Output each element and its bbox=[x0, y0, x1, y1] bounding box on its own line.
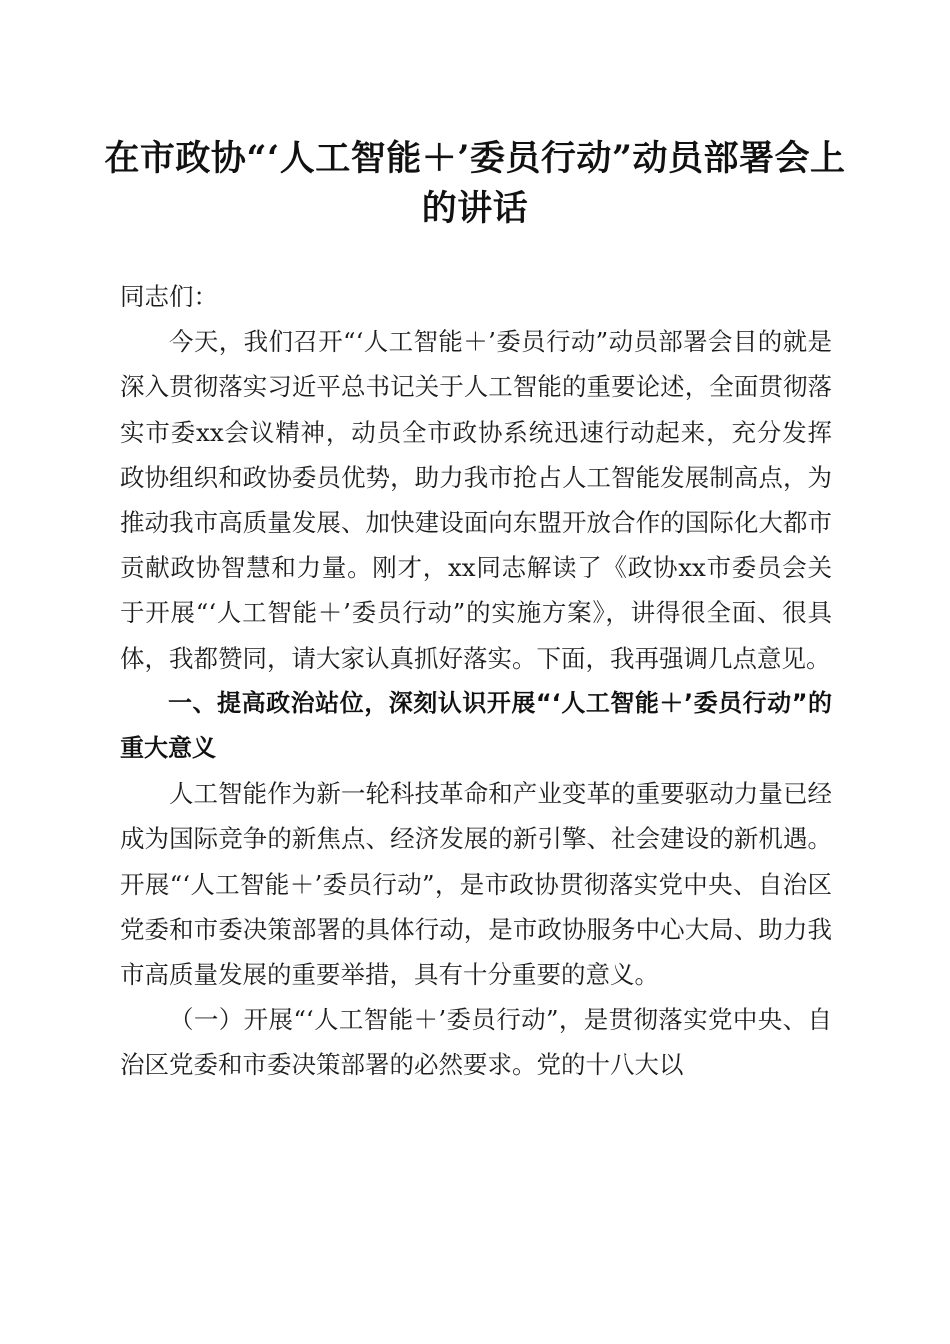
section-paragraph: 人工智能作为新一轮科技革命和产业变革的重要驱动力量已经成为国际竞争的新焦点、经济发展的新引擎、社会建设的新机遇。开展“‘人工智能＋’委员行动”，是市政协贯彻落实党中央、自治区党委和市委决策部署的具体行动，是市政协服务中心大局、助力我市高质量发展的重要举措，具有十分重要的意义。 bbox=[120, 779, 832, 990]
document-body bbox=[120, 274, 832, 1088]
subsection-paragraph: （一）开展“‘人工智能＋’委员行动”，是贯彻落实党中央、自治区党委和市委决策部署的必然要求。党的十八大以 bbox=[120, 1005, 832, 1080]
opening-paragraph: 今天，我们召开“‘人工智能＋’委员行动”动员部署会目的就是深入贯彻落实习近平总书记关于人工智能的重要论述，全面贯彻落实市委xx会议精神，动员全市政协系统迅速行动起来，充分发挥政协组织和政协委员优势，助力我市抢占人工智能发展制高点，为推动我市高质量发展、加快建设面向东盟开放合作的国际化大都市贡献政协智慧和力量。刚才，xx同志解读了《政协xx市委员会关于开展“‘人工智能＋’委员行动”的实施方案》，讲得很全面、很具体，我都赞同，请大家认真抓好落实。下面，我再强调几点意见。 bbox=[120, 327, 832, 673]
section-heading: 一、提高政治站位，深刻认识开展“‘人工智能＋’委员行动”的重大意义 bbox=[120, 688, 832, 763]
document-title: 在市政协“‘人工智能＋’委员行动”动员部署会上的讲话 bbox=[104, 138, 846, 229]
salutation: 同志们： bbox=[120, 282, 218, 311]
